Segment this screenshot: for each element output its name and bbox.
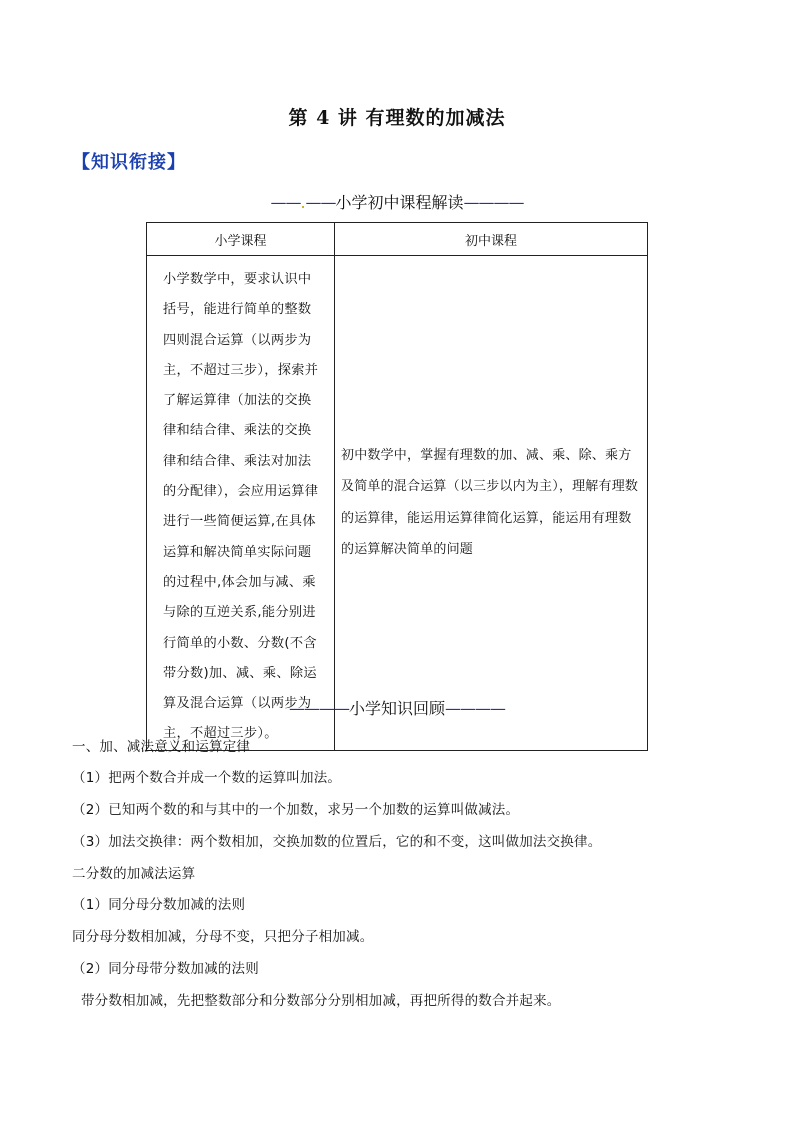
bracket-left: 【	[72, 152, 91, 173]
curriculum-banner	[0, 190, 794, 213]
banner-dash-mid: ——	[305, 193, 336, 212]
banner2-dash-right: ————	[445, 699, 505, 718]
heading-fractions: 二分数的加减法运算	[72, 866, 196, 882]
header-primary: 小学课程	[147, 223, 335, 256]
table-header-row	[147, 223, 648, 256]
section-label-text: 知识衔接	[91, 152, 167, 173]
heading-addition-subtraction: 一、加、减法意义和运算定律	[72, 739, 251, 755]
banner-text: 小学初中课程解读	[335, 193, 464, 212]
text-same-denominator: 同分母分数相加减，分母不变，只把分子相加减。	[72, 929, 374, 945]
item-subtraction-definition: （2）已知两个数的和与其中的一个加数，求另一个加数的运算叫做减法。	[72, 802, 520, 818]
table-row	[147, 256, 648, 751]
section-label	[72, 148, 186, 174]
header-junior: 初中课程	[335, 223, 648, 256]
item-same-denominator-rule: （1）同分母分数加减的法则	[72, 897, 246, 913]
review-banner	[0, 696, 794, 719]
primary-course-cell	[147, 256, 335, 751]
banner2-text: 小学知识回顾	[348, 699, 445, 718]
banner-dash-left: ——	[270, 193, 301, 212]
item-mixed-number-rule: （2）同分母带分数加减的法则	[72, 961, 259, 977]
junior-course-cell	[335, 256, 648, 751]
lesson-title: 第 4 讲 有理数的加减法	[288, 107, 506, 129]
text-mixed-number: 带分数相加减，先把整数部分和分数部分分别相加减，再把所得的数合并起来。	[72, 993, 561, 1009]
item-commutative-law: （3）加法交换律：两个数相加，交换加数的位置后，它的和不变，这叫做加法交换律。	[72, 834, 602, 850]
bracket-right: 】	[167, 152, 186, 173]
junior-course-text: 初中数学中，掌握有理数的加、减、乘、除、乘方及简单的混合运算（以三步以内为主），理解有理数的运算律，能运用运算律简化运算，能运用有理数的运算解决简单的问题	[341, 447, 639, 558]
banner2-dash-left: ————	[288, 699, 349, 718]
banner-dot: .	[300, 193, 306, 212]
curriculum-table	[146, 222, 648, 751]
item-addition-definition: （1）把两个数合并成一个数的运算叫加法。	[72, 770, 342, 786]
primary-course-text: 小学数学中，要求认识中括号，能进行简单的整数四则混合运算（以两步为主，不超过三步），探索并了解运算律（加法的交换律和结合律、乘法的交换律和结合律、乘法对加法的分配律），会应用运算律进行一些简便运算,在具体运算和解决简单实际问题的过程中,体会加与减、乘与除的互逆关系,能分别进行简单的小数、分数(不含带分数)加、减、乘、除运算及混合运算（以两步为主，不超过三步）。	[163, 272, 319, 742]
banner-dash-right: ————	[463, 193, 524, 212]
